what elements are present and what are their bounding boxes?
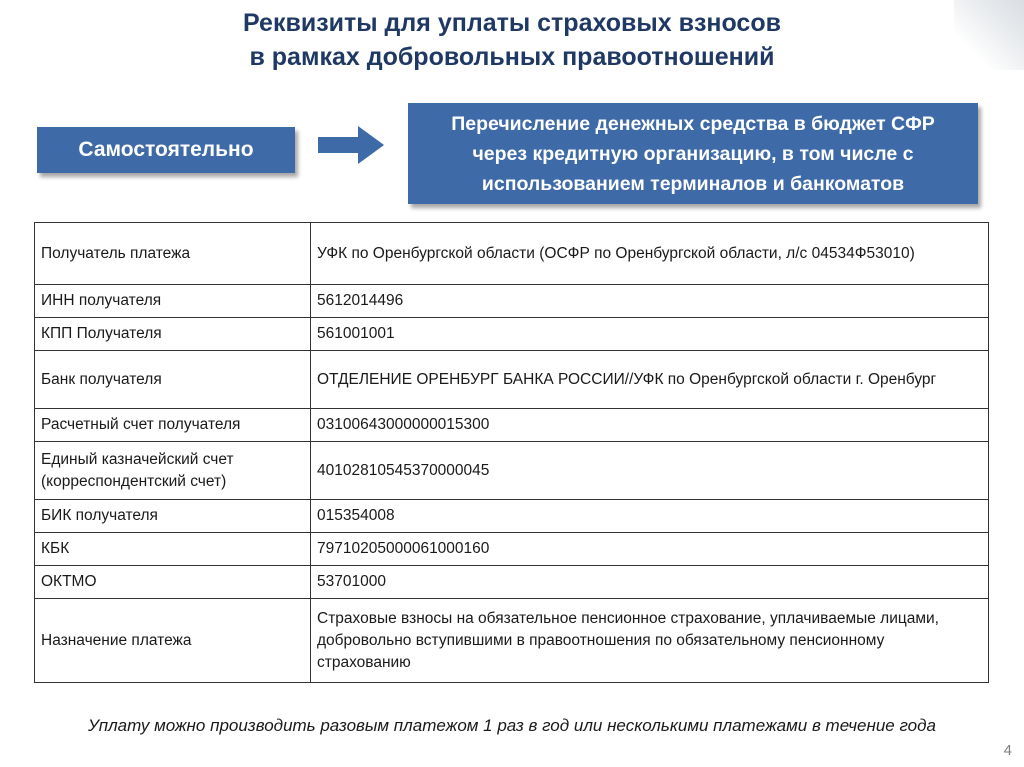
row-value: 561001001 [311,318,989,351]
self-payment-box: Самостоятельно [37,127,295,173]
table-row [35,285,989,318]
row-value: 79710205000061000160 [311,533,989,566]
description-line-1: Перечисление денежных средства в бюджет СФР [451,112,935,135]
row-value: 03100643000000015300 [311,409,989,442]
row-label: Получатель платежа [35,223,311,285]
table-row [35,223,989,285]
table-row [35,442,989,500]
row-label: Банк получателя [35,351,311,409]
description-line-2: через кредитную организацию, в том числе с [472,142,914,165]
title-line-1: Реквизиты для уплаты страховых взносов [243,9,781,37]
table-row [35,500,989,533]
description-line-3: использованием терминалов и банкоматов [481,172,905,195]
table-row [35,599,989,683]
row-label: КПП Получателя [35,318,311,351]
row-label: Расчетный счет получателя [35,409,311,442]
row-label: ИНН получателя [35,285,311,318]
table-row [35,533,989,566]
footer-note: Уплату можно производить разовым платежом 1 раз в год или несколькими платежами в течение года [88,716,936,735]
right-arrow-icon [318,126,384,164]
requisites-table [34,222,989,683]
table-row [35,566,989,599]
row-label: Назначение платежа [35,599,311,683]
title-line-2: в рамках добровольных правоотношений [249,43,775,71]
row-label: ОКТМО [35,566,311,599]
row-value: 53701000 [311,566,989,599]
page-title [0,6,1024,74]
row-value: Страховые взносы на обязательное пенсионное страхование, уплачиваемые лицами, добровольно вступившими в правоотношения по обязательному пенсионному страхованию [311,599,989,683]
row-value: ОТДЕЛЕНИЕ ОРЕНБУРГ БАНКА РОССИИ//УФК по Оренбургской области г. Оренбург [311,351,989,409]
row-label: БИК получателя [35,500,311,533]
payment-method-box [408,103,978,204]
page-number: 4 [1003,742,1012,759]
row-label: Единый казначейский счет (корреспондентский счет) [35,442,311,500]
table-row [35,318,989,351]
row-label: КБК [35,533,311,566]
table-row [35,351,989,409]
row-value: УФК по Оренбургской области (ОСФР по Оренбургской области, л/с 04534Ф53010) [311,223,989,285]
row-value: 015354008 [311,500,989,533]
table-row [35,409,989,442]
row-value: 5612014496 [311,285,989,318]
row-value: 40102810545370000045 [311,442,989,500]
